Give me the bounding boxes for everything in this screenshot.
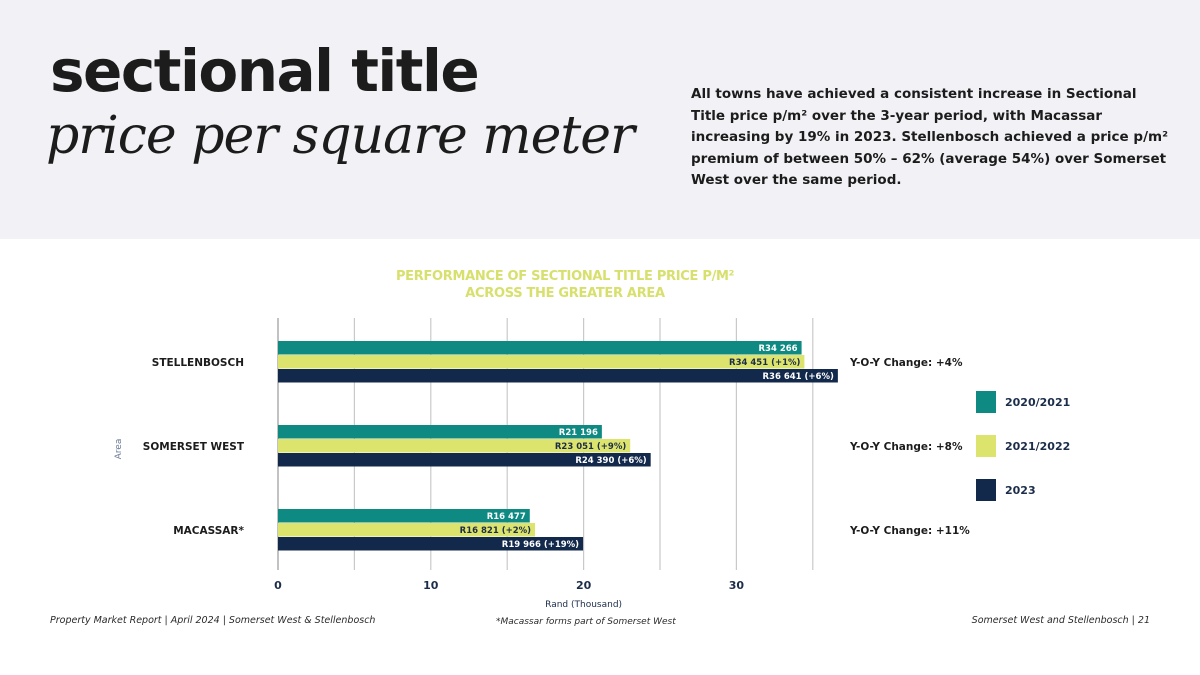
- bar: [278, 369, 838, 383]
- legend-swatch: [976, 435, 996, 457]
- bar-data-label: R21 196: [558, 428, 598, 438]
- footer-report-info: Property Market Report | April 2024 | Somerset West & Stellenbosch: [50, 615, 376, 626]
- category-label: STELLENBOSCH: [151, 357, 244, 369]
- legend-swatch: [976, 391, 996, 413]
- legend-label: 2020/2021: [1005, 395, 1071, 409]
- bar-data-label: R16 477: [486, 512, 526, 522]
- bar-data-label: R23 051 (+9%): [554, 442, 627, 452]
- x-tick-label: 10: [423, 579, 439, 592]
- x-axis-label: Rand (Thousand): [545, 600, 623, 610]
- x-tick-label: 30: [728, 579, 745, 592]
- yoy-annotation: Y-O-Y Change: +11%: [850, 525, 970, 537]
- bar-data-label: R34 451 (+1%): [729, 358, 801, 368]
- chart-title-line: ACROSS THE GREATER AREA: [465, 286, 665, 301]
- intro-paragraph: All towns have achieved a consistent increase in Sectional Title price p/m² over the 3-year period, with Macassar increasing by 19% in 2023. Stellenbosch achieved a price p/m² premium of between 50% – 62% (average 54%) over Somerset West over the same period.: [691, 86, 1168, 188]
- legend-item: [976, 479, 1036, 501]
- legend-label: 2023: [1005, 483, 1036, 497]
- bar-data-label: R24 390 (+6%): [575, 456, 647, 466]
- yoy-annotation: Y-O-Y Change: +4%: [850, 357, 963, 369]
- legend-item: [976, 391, 1070, 413]
- category-label: MACASSAR*: [173, 525, 244, 537]
- bar-data-label: R19 966 (+19%): [501, 540, 580, 550]
- footer-page-info: Somerset West and Stellenbosch | 21: [971, 615, 1150, 626]
- x-tick-label: 0: [274, 579, 282, 592]
- page-title: sectional title: [50, 37, 479, 105]
- yoy-annotation: Y-O-Y Change: +8%: [850, 441, 963, 453]
- y-axis-label: Area: [114, 438, 124, 460]
- legend-swatch: [976, 479, 996, 501]
- bar-data-label: R34 266: [758, 344, 798, 354]
- legend-label: 2021/2022: [1005, 439, 1071, 453]
- bar: [278, 355, 804, 369]
- legend-item: [976, 435, 1070, 457]
- bar: [278, 425, 602, 439]
- bar-data-label: R36 641 (+6%): [762, 372, 834, 382]
- page-subtitle: price per square meter: [46, 106, 634, 166]
- bar: [278, 341, 802, 355]
- footer-footnote: *Macassar forms part of Somerset West: [496, 617, 676, 627]
- x-tick-label: 20: [575, 579, 592, 592]
- chart-title-line: PERFORMANCE OF SECTIONAL TITLE PRICE P/M²: [395, 269, 735, 284]
- bar-data-label: R16 821 (+2%): [459, 526, 532, 536]
- category-label: SOMERSET WEST: [142, 441, 244, 453]
